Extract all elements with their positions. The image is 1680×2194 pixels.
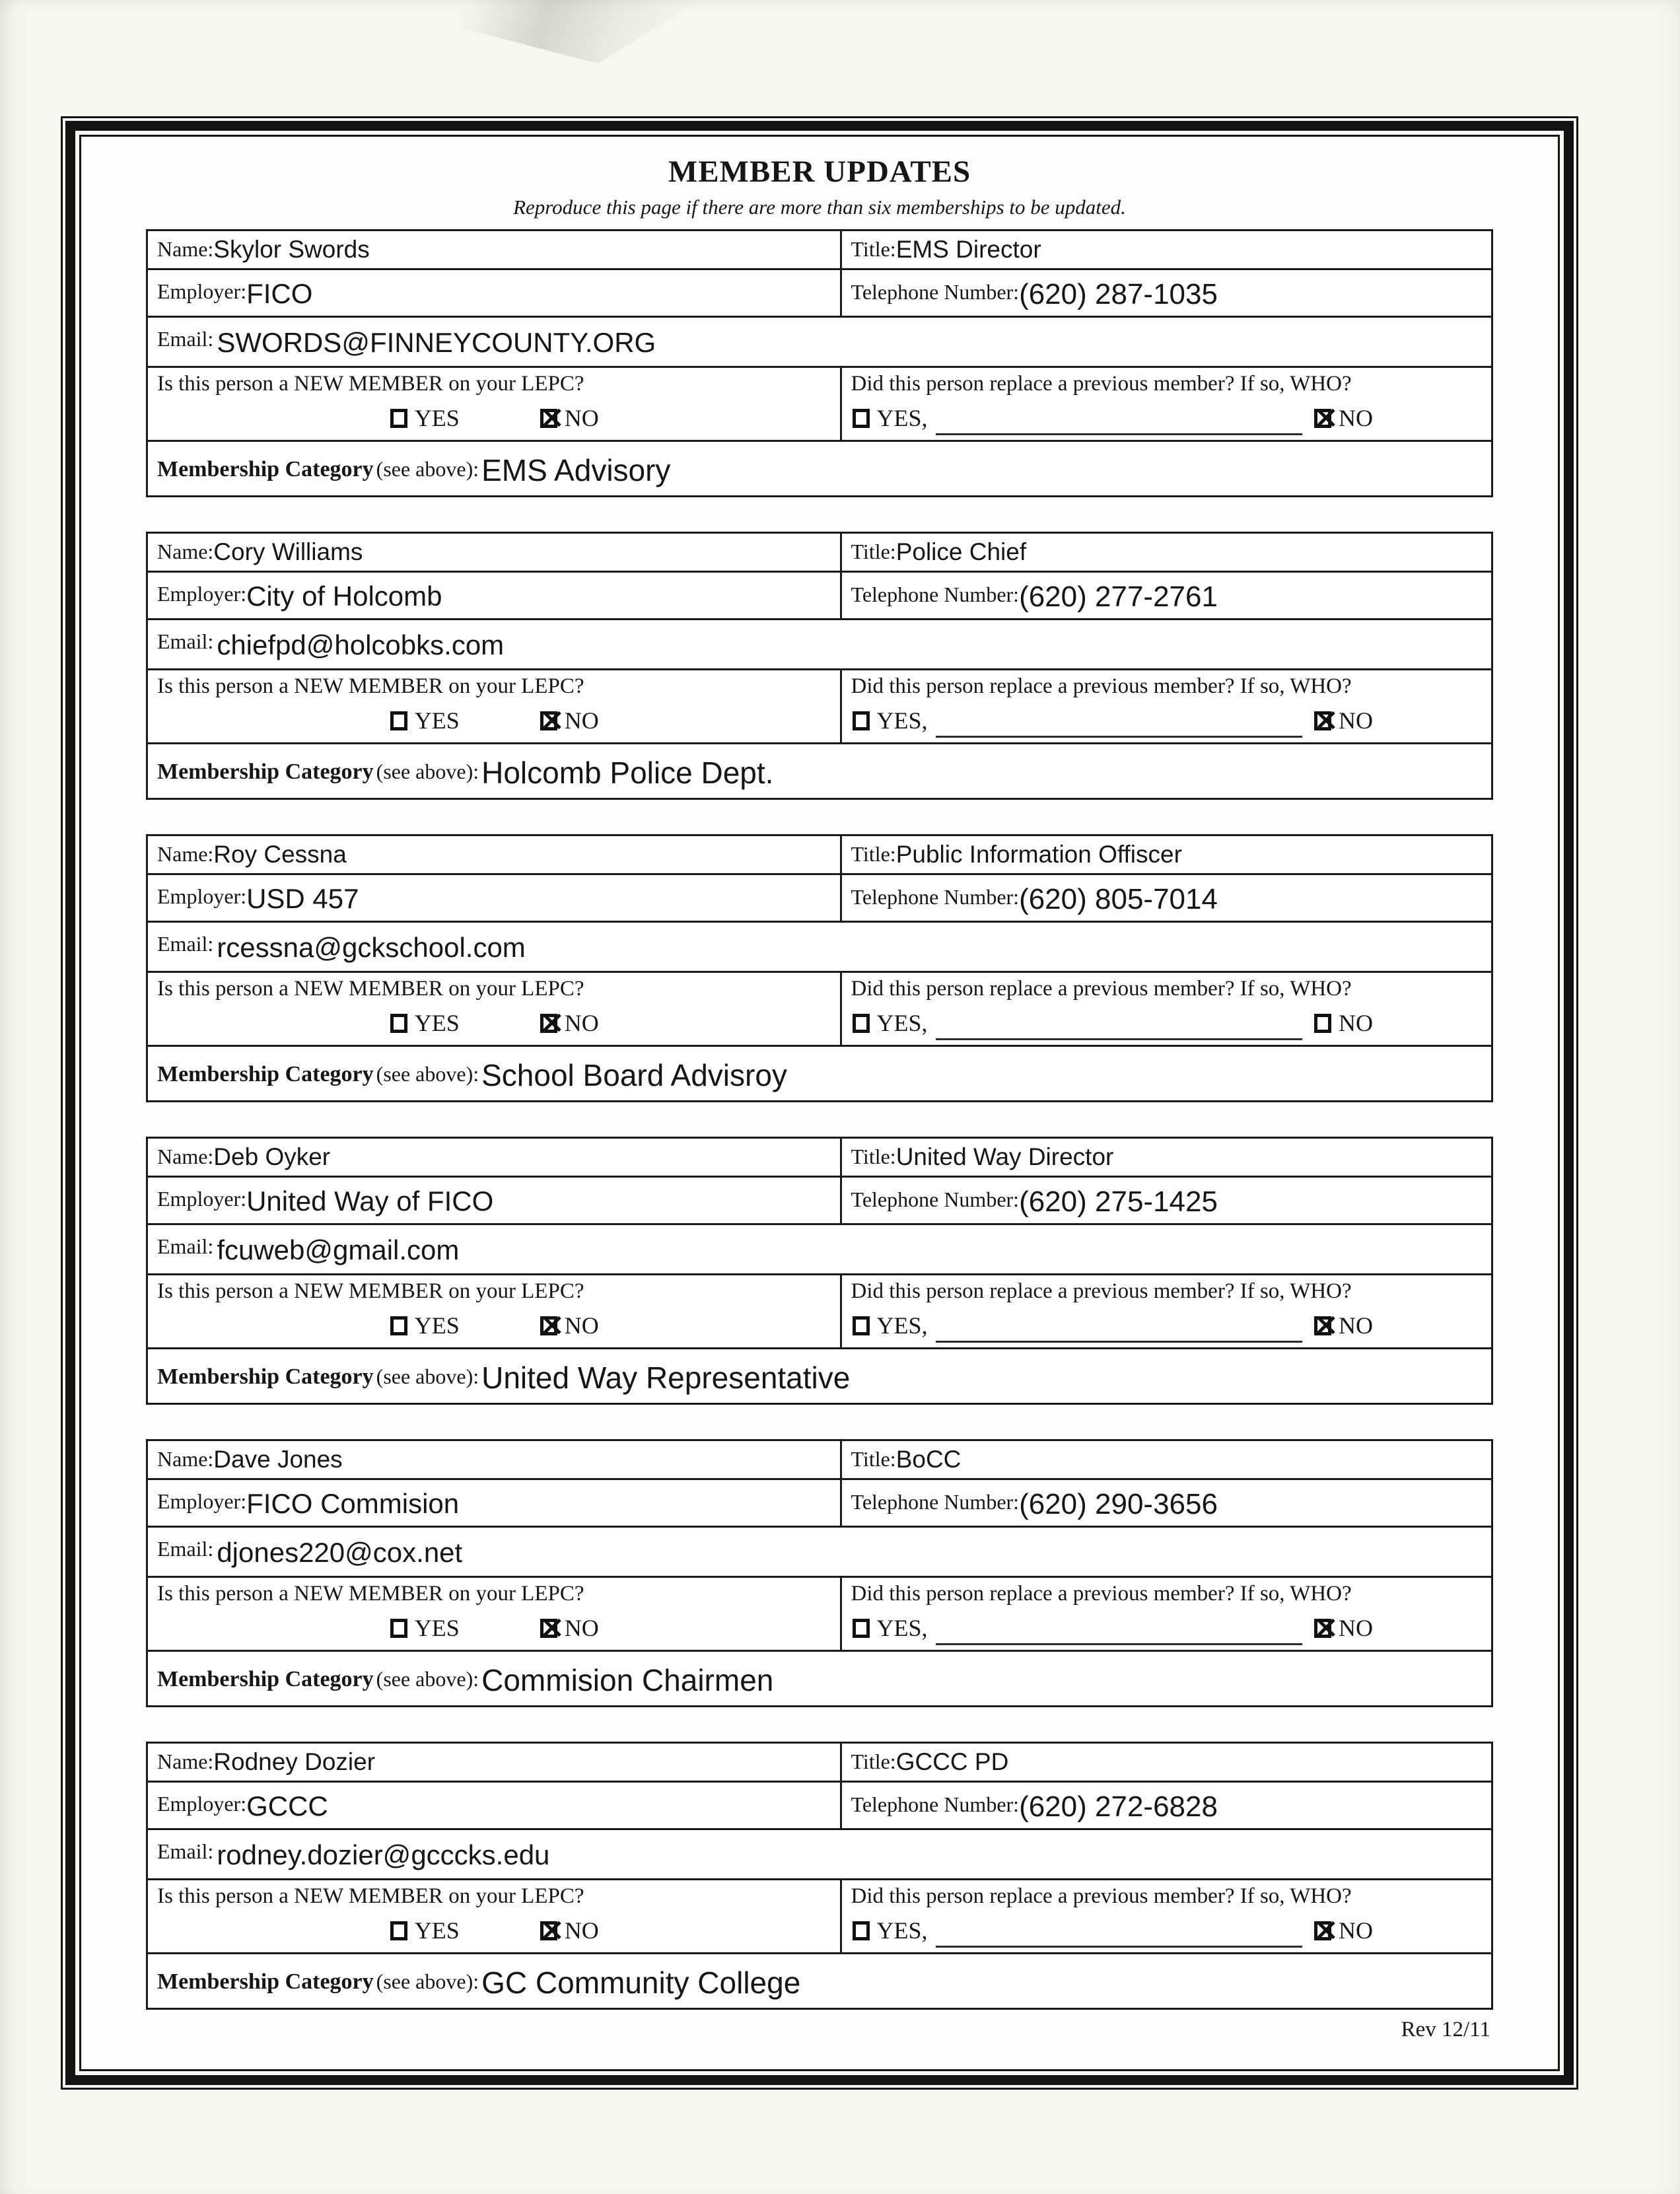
member-name-value: Deb Oyker	[213, 1143, 331, 1170]
new-member-question: Is this person a NEW MEMBER on your LEPC?	[157, 977, 584, 1001]
telephone-cell	[840, 1178, 1492, 1223]
yes-comma-label: YES,	[876, 405, 928, 431]
membership-category-row	[148, 1045, 1491, 1100]
member-employer-value: FICO	[246, 278, 313, 309]
membership-category-value: EMS Advisory	[481, 453, 671, 487]
email-row	[148, 1526, 1491, 1576]
replace-question: Did this person replace a previous member? If so, WHO?	[851, 977, 1352, 1001]
membership-category-row	[148, 1952, 1491, 2008]
new-member-no-checkbox	[540, 1921, 557, 1940]
replace-yes-group	[853, 1614, 928, 1642]
new-member-question: Is this person a NEW MEMBER on your LEPC?	[157, 1279, 584, 1303]
replaced-member-cell	[840, 1578, 1492, 1650]
member-card	[146, 1439, 1493, 1707]
email-row	[148, 1223, 1491, 1273]
name-title-row	[148, 1441, 1491, 1478]
member-email-value: djones220@cox.net	[217, 1537, 463, 1568]
no-label: NO	[1339, 1917, 1373, 1944]
member-email-value: rcessna@gckschool.com	[217, 932, 526, 963]
new-member-yes-checkbox	[390, 1316, 407, 1335]
membership-category-label: Membership Category	[157, 1364, 374, 1389]
yes-label: YES	[414, 405, 460, 431]
new-member-yes-checkbox	[390, 711, 407, 730]
replace-question: Did this person replace a previous member? If so, WHO?	[851, 1884, 1352, 1908]
replace-yes-checkbox	[853, 1014, 870, 1033]
no-label: NO	[564, 707, 599, 734]
title-label: Title:	[851, 1447, 896, 1471]
membership-category-value: School Board Advisroy	[481, 1058, 787, 1092]
member-name-value: Cory Williams	[213, 538, 363, 565]
replace-yes-group	[853, 1312, 928, 1339]
employer-phone-row	[148, 571, 1491, 618]
replace-yes-group	[853, 404, 928, 432]
new-member-checkline	[157, 404, 832, 432]
frame-thick-line	[65, 121, 1574, 2085]
member-name-value: Dave Jones	[213, 1446, 343, 1473]
name-cell	[148, 1441, 840, 1478]
membership-category-row	[148, 742, 1491, 798]
name-label: Name:	[157, 237, 214, 261]
email-label: Email:	[157, 932, 214, 956]
new-member-cell	[148, 368, 840, 440]
member-name-value: Rodney Dozier	[213, 1748, 376, 1775]
membership-category-suffix: (see above):	[376, 760, 479, 783]
replace-checkline	[851, 1614, 1484, 1642]
member-employer-value: City of Holcomb	[246, 581, 442, 612]
employer-label: Employer:	[157, 279, 247, 303]
email-row	[148, 316, 1491, 366]
member-telephone-value: (620) 275-1425	[1019, 1185, 1218, 1218]
membership-category-suffix: (see above):	[376, 1667, 479, 1691]
new-member-no-group	[540, 1614, 599, 1642]
new-member-cell	[148, 670, 840, 742]
employer-cell	[148, 875, 840, 921]
replace-yes-group	[853, 1917, 928, 1944]
email-label: Email:	[157, 1234, 214, 1258]
new-member-no-checkbox	[540, 409, 557, 428]
replaced-member-cell	[840, 368, 1492, 440]
replace-yes-group	[853, 707, 928, 734]
no-label: NO	[564, 1917, 599, 1944]
employer-cell	[148, 1480, 840, 1526]
replace-yes-checkbox	[853, 1921, 870, 1940]
email-label: Email:	[157, 327, 214, 351]
membership-category-value: GC Community College	[481, 1965, 801, 2000]
employer-cell	[148, 270, 840, 316]
replace-no-checkbox	[1314, 1619, 1331, 1638]
replaced-member-cell	[840, 1275, 1492, 1347]
employer-label: Employer:	[157, 582, 247, 606]
member-telephone-value: (620) 290-3656	[1019, 1488, 1218, 1520]
who-blank-line	[936, 1643, 1302, 1645]
new-member-question: Is this person a NEW MEMBER on your LEPC?	[157, 1582, 584, 1606]
new-member-checkline	[157, 1009, 832, 1037]
form-frame	[61, 116, 1578, 2090]
yes-label: YES	[414, 1615, 460, 1641]
member-name-value: Skylor Swords	[213, 236, 370, 263]
member-blocks	[146, 229, 1493, 2010]
membership-category-suffix: (see above):	[376, 1062, 479, 1086]
email-label: Email:	[157, 1839, 214, 1863]
member-telephone-value: (620) 287-1035	[1019, 278, 1218, 310]
name-label: Name:	[157, 842, 214, 866]
telephone-cell	[840, 875, 1492, 921]
who-blank-line	[936, 736, 1302, 738]
new-member-yes-group	[390, 1009, 460, 1037]
name-label: Name:	[157, 1145, 214, 1168]
new-member-no-checkbox	[540, 1619, 557, 1638]
revision-label: Rev 12/11	[1401, 2018, 1490, 2041]
replace-question: Did this person replace a previous member? If so, WHO?	[851, 1582, 1352, 1606]
employer-label: Employer:	[157, 884, 247, 908]
membership-category-label: Membership Category	[157, 1969, 374, 1994]
member-card	[146, 229, 1493, 497]
replace-checkline	[851, 1009, 1484, 1037]
telephone-label: Telephone Number:	[851, 1792, 1020, 1816]
new-member-checkline	[157, 1312, 832, 1339]
member-name-value: Roy Cessna	[213, 841, 347, 868]
title-label: Title:	[851, 237, 896, 261]
title-cell	[840, 1744, 1492, 1781]
replace-checkline	[851, 1312, 1484, 1339]
no-label: NO	[1339, 1312, 1373, 1339]
title-label: Title:	[851, 842, 896, 866]
frame-outer-line	[61, 116, 1578, 2090]
membership-category-suffix: (see above):	[376, 1364, 479, 1388]
replace-checkline	[851, 707, 1484, 734]
yes-label: YES	[414, 1312, 460, 1339]
member-title-value: Police Chief	[895, 538, 1027, 565]
replace-question: Did this person replace a previous member? If so, WHO?	[851, 372, 1352, 396]
yes-label: YES	[414, 707, 460, 734]
email-row	[148, 921, 1491, 971]
replace-yes-checkbox	[853, 1316, 870, 1335]
employer-phone-row	[148, 1176, 1491, 1223]
new-member-cell	[148, 1578, 840, 1650]
new-member-no-group	[540, 1917, 599, 1944]
member-telephone-value: (620) 272-6828	[1019, 1790, 1218, 1823]
who-blank-line	[936, 1341, 1302, 1343]
replace-no-group	[1314, 707, 1482, 734]
yes-label: YES	[414, 1917, 460, 1944]
replace-no-group	[1314, 404, 1482, 432]
telephone-label: Telephone Number:	[851, 1490, 1020, 1514]
membership-category-suffix: (see above):	[376, 457, 479, 481]
replace-no-group	[1314, 1917, 1482, 1944]
member-employer-value: USD 457	[246, 883, 359, 914]
title-label: Title:	[851, 1145, 896, 1168]
no-label: NO	[564, 1010, 599, 1036]
name-label: Name:	[157, 1447, 214, 1471]
who-blank-line	[936, 433, 1302, 435]
replace-checkline	[851, 1917, 1484, 1944]
new-member-cell	[148, 973, 840, 1045]
form-content	[146, 137, 1493, 2042]
title-cell	[840, 836, 1492, 873]
employer-phone-row	[148, 1478, 1491, 1526]
question-row	[148, 668, 1491, 742]
new-member-no-checkbox	[540, 711, 557, 730]
yes-comma-label: YES,	[876, 707, 928, 734]
new-member-yes-group	[390, 1917, 460, 1944]
name-title-row	[148, 231, 1491, 268]
replace-no-group	[1314, 1009, 1482, 1037]
no-label: NO	[1339, 1010, 1373, 1036]
telephone-label: Telephone Number:	[851, 583, 1020, 606]
member-telephone-value: (620) 805-7014	[1019, 883, 1218, 915]
title-cell	[840, 231, 1492, 268]
membership-category-row	[148, 440, 1491, 495]
member-card	[146, 1137, 1493, 1405]
telephone-label: Telephone Number:	[851, 885, 1020, 909]
no-label: NO	[1339, 707, 1373, 734]
membership-category-row	[148, 1650, 1491, 1705]
no-label: NO	[1339, 1615, 1373, 1641]
no-label: NO	[564, 405, 599, 431]
member-email-value: rodney.dozier@gcccks.edu	[217, 1839, 550, 1870]
replaced-member-cell	[840, 670, 1492, 742]
new-member-checkline	[157, 707, 832, 734]
member-title-value: EMS Director	[895, 236, 1041, 263]
replace-no-checkbox	[1314, 711, 1331, 730]
replace-no-group	[1314, 1614, 1482, 1642]
title-label: Title:	[851, 540, 896, 563]
email-row	[148, 1828, 1491, 1878]
membership-category-row	[148, 1347, 1491, 1403]
membership-category-label: Membership Category	[157, 457, 374, 481]
new-member-checkline	[157, 1614, 832, 1642]
telephone-cell	[840, 1783, 1492, 1828]
yes-comma-label: YES,	[876, 1312, 928, 1339]
new-member-yes-group	[390, 1312, 460, 1339]
replace-question: Did this person replace a previous member? If so, WHO?	[851, 1279, 1352, 1303]
new-member-cell	[148, 1880, 840, 1952]
member-email-value: SWORDS@FINNEYCOUNTY.ORG	[217, 327, 656, 358]
new-member-no-group	[540, 707, 599, 734]
email-label: Email:	[157, 1537, 214, 1561]
name-label: Name:	[157, 540, 214, 563]
scan-smudge-artifact	[456, 0, 700, 63]
membership-category-label: Membership Category	[157, 1062, 374, 1086]
telephone-label: Telephone Number:	[851, 280, 1020, 304]
name-cell	[148, 1139, 840, 1176]
replace-yes-group	[853, 1009, 928, 1037]
name-cell	[148, 836, 840, 873]
new-member-question: Is this person a NEW MEMBER on your LEPC?	[157, 372, 584, 396]
membership-category-label: Membership Category	[157, 1667, 374, 1691]
replace-no-group	[1314, 1312, 1482, 1339]
employer-phone-row	[148, 268, 1491, 316]
yes-comma-label: YES,	[876, 1615, 928, 1641]
no-label: NO	[1339, 405, 1373, 431]
email-row	[148, 618, 1491, 668]
employer-label: Employer:	[157, 1187, 247, 1211]
employer-cell	[148, 573, 840, 618]
replaced-member-cell	[840, 973, 1492, 1045]
name-label: Name:	[157, 1750, 214, 1773]
new-member-question: Is this person a NEW MEMBER on your LEPC?	[157, 674, 584, 698]
membership-category-value: United Way Representative	[481, 1361, 851, 1395]
new-member-yes-group	[390, 1614, 460, 1642]
new-member-checkline	[157, 1917, 832, 1944]
membership-category-label: Membership Category	[157, 760, 374, 784]
replace-no-checkbox	[1314, 1316, 1331, 1335]
replace-no-checkbox	[1314, 1014, 1331, 1033]
replace-yes-checkbox	[853, 1619, 870, 1638]
new-member-question: Is this person a NEW MEMBER on your LEPC?	[157, 1884, 584, 1908]
member-telephone-value: (620) 277-2761	[1019, 581, 1218, 613]
frame-inner-line	[79, 135, 1560, 2071]
page-subtitle: Reproduce this page if there are more than six memberships to be updated.	[513, 195, 1126, 219]
new-member-yes-checkbox	[390, 1014, 407, 1033]
employer-cell	[148, 1783, 840, 1828]
membership-category-value: Holcomb Police Dept.	[481, 756, 774, 790]
employer-phone-row	[148, 1781, 1491, 1828]
replace-yes-checkbox	[853, 409, 870, 428]
new-member-yes-checkbox	[390, 1619, 407, 1638]
name-title-row	[148, 1744, 1491, 1781]
membership-category-value: Commision Chairmen	[481, 1663, 774, 1697]
member-email-value: chiefpd@holcobks.com	[217, 629, 505, 660]
replace-no-checkbox	[1314, 1921, 1331, 1940]
member-title-value: GCCC PD	[895, 1748, 1009, 1775]
question-row	[148, 366, 1491, 440]
telephone-cell	[840, 1480, 1492, 1526]
no-label: NO	[564, 1312, 599, 1339]
name-title-row	[148, 1139, 1491, 1176]
replace-no-checkbox	[1314, 409, 1331, 428]
title-cell	[840, 1139, 1492, 1176]
question-row	[148, 1273, 1491, 1347]
question-row	[148, 1576, 1491, 1650]
who-blank-line	[936, 1946, 1302, 1948]
yes-comma-label: YES,	[876, 1010, 928, 1036]
telephone-cell	[840, 270, 1492, 316]
telephone-label: Telephone Number:	[851, 1187, 1020, 1211]
new-member-no-checkbox	[540, 1014, 557, 1033]
email-label: Email:	[157, 629, 214, 653]
replace-checkline	[851, 404, 1484, 432]
employer-phone-row	[148, 873, 1491, 921]
member-card	[146, 1742, 1493, 2010]
yes-label: YES	[414, 1010, 460, 1036]
title-label: Title:	[851, 1750, 896, 1773]
replace-question: Did this person replace a previous member? If so, WHO?	[851, 674, 1352, 698]
member-card	[146, 532, 1493, 800]
telephone-cell	[840, 573, 1492, 618]
member-title-value: United Way Director	[895, 1143, 1114, 1170]
yes-comma-label: YES,	[876, 1917, 928, 1944]
member-card	[146, 834, 1493, 1102]
membership-category-suffix: (see above):	[376, 1969, 479, 1993]
member-email-value: fcuweb@gmail.com	[217, 1234, 460, 1265]
member-employer-value: United Way of FICO	[246, 1185, 494, 1217]
page-title: MEMBER UPDATES	[668, 155, 971, 189]
new-member-yes-group	[390, 404, 460, 432]
new-member-no-checkbox	[540, 1316, 557, 1335]
name-cell	[148, 231, 840, 268]
replace-yes-checkbox	[853, 711, 870, 730]
name-cell	[148, 534, 840, 571]
name-cell	[148, 1744, 840, 1781]
title-cell	[840, 534, 1492, 571]
name-title-row	[148, 836, 1491, 873]
new-member-yes-group	[390, 707, 460, 734]
new-member-cell	[148, 1275, 840, 1347]
name-title-row	[148, 534, 1491, 571]
employer-label: Employer:	[157, 1489, 247, 1513]
employer-cell	[148, 1178, 840, 1223]
new-member-yes-checkbox	[390, 409, 407, 428]
question-row	[148, 971, 1491, 1045]
question-row	[148, 1878, 1491, 1952]
employer-label: Employer:	[157, 1792, 247, 1816]
new-member-no-group	[540, 1312, 599, 1339]
member-employer-value: GCCC	[246, 1790, 328, 1822]
new-member-no-group	[540, 404, 599, 432]
no-label: NO	[564, 1615, 599, 1641]
member-title-value: Public Information Offiscer	[895, 841, 1182, 868]
title-cell	[840, 1441, 1492, 1478]
member-title-value: BoCC	[895, 1446, 962, 1473]
new-member-no-group	[540, 1009, 599, 1037]
member-employer-value: FICO Commision	[246, 1488, 460, 1519]
who-blank-line	[936, 1038, 1302, 1040]
form-header	[146, 137, 1493, 219]
replaced-member-cell	[840, 1880, 1492, 1952]
new-member-yes-checkbox	[390, 1921, 407, 1940]
